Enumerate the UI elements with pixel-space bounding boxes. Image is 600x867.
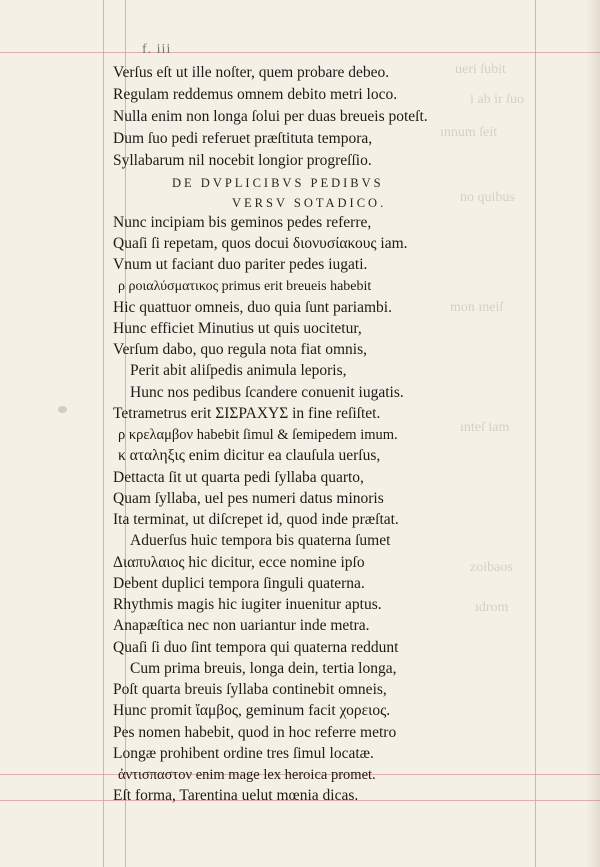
verse-line: Perit abit aliſpedis animula leporis,: [130, 362, 347, 379]
section-heading: VERSV SOTADICO.: [232, 196, 387, 210]
verse-line: Quaſi ſi duo ſint tempora qui quaterna reddunt: [113, 639, 399, 656]
show-through-text: ınteſ iam: [460, 420, 510, 435]
verse-line: Nunc incipiam bis geminos pedes referre,: [113, 214, 372, 231]
verse-line: Aduerſus huic tempora bis quaterna ſumet: [130, 532, 391, 549]
verse-line: Eſt forma, Tarentina uelut mœnia dicas.: [113, 787, 359, 804]
show-through-text: mon ıneiſ: [450, 300, 504, 315]
verse-line: Tetrametrus erit ΣΙΣΡΑΧΥΣ in fine reſiſtet.: [113, 405, 381, 422]
verse-line: Διαπυλαιος hic dicitur, ecce nomine ipſo: [113, 554, 365, 571]
verse-line: Quam ſyllaba, uel pes numeri datus minoris: [113, 490, 384, 507]
show-through-text: zoibaos: [470, 560, 513, 575]
verse-line: Nulla enim non longa ſolui per duas breueis poteſt.: [113, 108, 428, 125]
verse-line: κ αταληξις enim dicitur ea clauſula uerſus,: [118, 447, 381, 464]
verse-line: Rhythmis magis hic iugiter inuenitur aptus.: [113, 596, 382, 613]
verse-line: Pes nomen habebit, quod in hoc referre metro: [113, 724, 397, 741]
verse-line: Hunc nos pedibus ſcandere conuenit iugatis.: [130, 384, 404, 401]
verse-line: ρ κρελαμβον habebit ſimul & ſemipedem imum.: [118, 427, 398, 443]
show-through-text: ueri ſubit: [455, 62, 506, 77]
verse-line: Verſus eſt ut ille noſter, quem probare debeo.: [113, 64, 390, 81]
verse-line: Debent duplici tempora ſinguli quaterna.: [113, 575, 365, 592]
verse-line: Poſt quarta breuis ſyllaba continebit omneis,: [113, 681, 387, 698]
verse-line: ρ ροιαλύσματικος primus erit breueis habebit: [118, 279, 372, 294]
verse-line: ἀντισπαστον enim mage lex heroica promet.: [118, 767, 376, 783]
show-through-text: i ab ir ſuo: [470, 92, 525, 107]
section-heading: DE DVPLICIBVS PEDIBVS: [172, 176, 384, 190]
verse-line: Dum ſuo pedi referuet præſtituta tempora,: [113, 130, 373, 147]
show-through-text: ınnum ſeit: [440, 125, 498, 140]
show-through-text: ıdrom: [475, 600, 509, 615]
verse-line: Hunc promit ἴαμβος, geminum facit χορειος.: [113, 702, 391, 719]
verse-line: Quaſi ſi repetam, quos docui διονυσίακους iam.: [113, 235, 408, 252]
verse-line: Dettacta ſit ut quarta pedi ſyllaba quarto,: [113, 469, 364, 486]
show-through-text: no quibus: [460, 190, 515, 205]
folio-number: f. iii: [142, 42, 172, 57]
verse-line: Vnum ut faciant duo pariter pedes iugati.: [113, 256, 368, 273]
verse-line: Syllabarum nil nocebit longior progreſſio.: [113, 152, 372, 169]
verse-line: Longæ prohibent ordine tres ſimul locatæ.: [113, 745, 374, 762]
verse-line: Verſum dabo, quo regula nota fiat omnis,: [113, 341, 367, 358]
verse-line: Ita terminat, ut diſcrepet id, quod inde præſtat.: [113, 511, 399, 528]
verse-line: Regulam reddemus omnem debito metri loco.: [113, 86, 398, 103]
verse-line: Anapæſtica nec non uariantur inde metra.: [113, 617, 370, 634]
verse-line: Hunc efficiet Minutius ut quis uocitetur,: [113, 320, 362, 337]
verse-line: Cum prima breuis, longa dein, tertia longa,: [130, 660, 397, 677]
verse-line: Hic quattuor omneis, duo quia ſunt pariambi.: [113, 299, 392, 316]
